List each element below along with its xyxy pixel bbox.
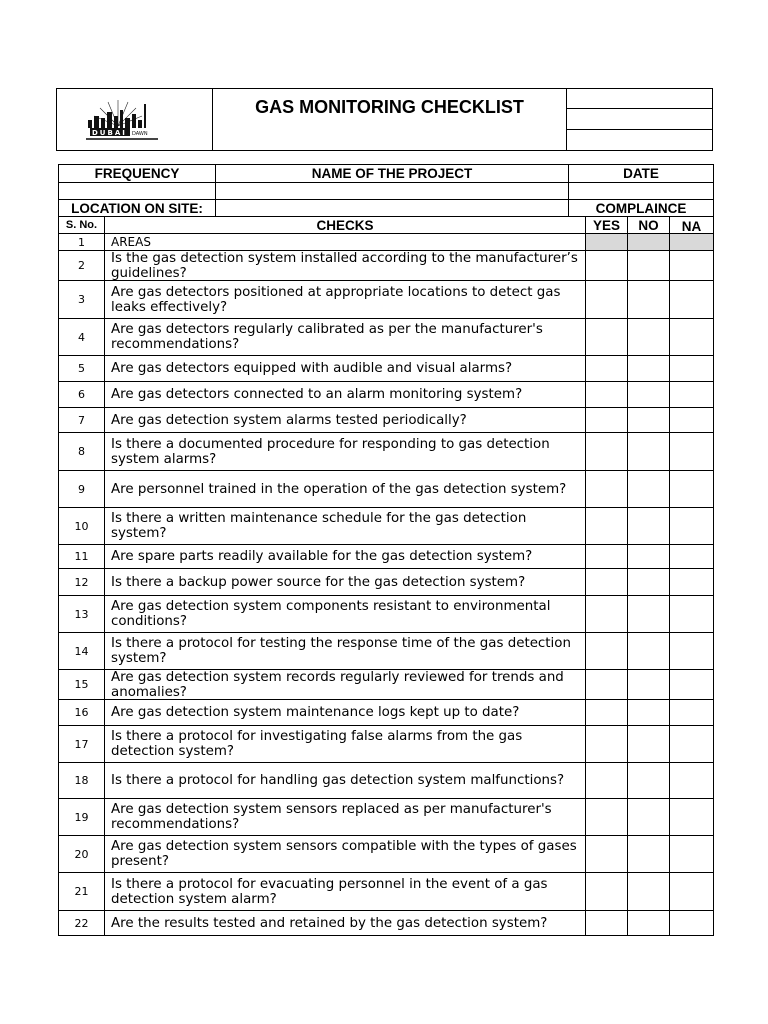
yes-cell[interactable] [586,873,627,910]
no-cell[interactable] [628,433,669,470]
na-cell[interactable] [670,700,713,725]
serial-number: 19 [74,810,89,824]
check-text: AREAS [111,234,151,249]
serial-number: 14 [74,644,89,658]
check-text: Are the results tested and retained by the gas detection system? [111,915,548,931]
no-header: NO [638,217,659,233]
serial-number: 16 [74,706,89,719]
check-text: Is there a protocol for testing the response time of the gas detection system? [111,636,571,666]
no-cell[interactable] [628,670,669,699]
check-text: Are personnel trained in the operation of the gas detection system? [111,481,567,497]
date-label: DATE [623,166,659,181]
check-text: Is the gas detection system installed according to the manufacturer’s guidelines? [111,250,578,281]
na-cell[interactable] [670,911,713,935]
no-cell[interactable] [628,873,669,910]
na-cell[interactable] [670,356,713,381]
yes-cell[interactable] [586,319,627,355]
skyline-icon [78,96,168,144]
serial-number: 7 [78,413,85,427]
no-cell[interactable] [628,726,669,762]
company-logo [78,96,168,144]
check-text: Is there a documented procedure for responding to gas detection system alarms? [111,436,550,467]
check-text: Is there a written maintenance schedule for the gas detection system? [111,511,527,541]
check-text: Is there a protocol for evacuating personnel in the event of a gas detection system alarm? [111,876,548,907]
no-cell[interactable] [628,836,669,872]
na-cell[interactable] [670,873,713,910]
yes-cell[interactable] [586,471,627,507]
serial-number: 6 [78,388,85,401]
serial-number: 8 [78,445,85,458]
na-header: NA [681,218,702,234]
location-label: LOCATION ON SITE: [71,200,203,216]
no-cell[interactable] [628,281,669,318]
serial-number: 17 [74,737,89,751]
check-text: Are gas detection system sensors replaced as per manufacturer's recommendations? [111,802,552,832]
na-cell[interactable] [670,545,713,568]
no-cell[interactable] [628,382,669,407]
yes-cell[interactable] [586,763,627,798]
check-text: Are gas detection system records regularly reviewed for trends and anomalies? [111,669,564,700]
na-cell[interactable] [670,670,713,699]
no-cell[interactable] [628,545,669,568]
serial-number: 1 [78,235,85,249]
serial-number: 3 [78,293,85,306]
yes-cell[interactable] [586,356,627,381]
na-cell[interactable] [670,408,713,432]
na-cell[interactable] [670,382,713,407]
serial-number: 20 [74,847,89,861]
check-text: Are gas detectors equipped with audible and visual alarms? [111,361,513,376]
na-cell[interactable] [670,633,713,669]
check-text: Are gas detectors connected to an alarm monitoring system? [111,387,523,402]
serial-number: 5 [78,362,85,375]
svg-text:DAWN: DAWN [132,131,148,137]
serial-number: 15 [74,678,89,691]
na-cell[interactable] [670,569,713,595]
compliance-label: COMPLAINCE [595,200,687,216]
serial-number: 9 [78,482,85,496]
na-cell[interactable] [670,471,713,507]
check-text: Are gas detectors regularly calibrated as per the manufacturer's recommendations? [111,322,543,352]
yes-cell[interactable] [586,670,627,699]
na-cell[interactable] [670,836,713,872]
svg-text:DUBAI: DUBAI [92,129,127,137]
serial-number: 2 [78,259,85,272]
check-text: Is there a protocol for handling gas detection system malfunctions? [111,773,565,788]
no-cell[interactable] [628,799,669,835]
no-cell[interactable] [628,356,669,381]
check-text: Are spare parts readily available for the gas detection system? [111,549,533,564]
yes-cell[interactable] [586,633,627,669]
check-text: Are gas detection system components resistant to environmental conditions? [111,599,551,629]
yes-cell[interactable] [586,726,627,762]
checks-header: CHECKS [316,217,374,233]
serial-number: 4 [78,330,85,344]
no-cell[interactable] [628,763,669,798]
yes-cell[interactable] [586,433,627,470]
na-cell[interactable] [670,234,713,250]
yes-cell[interactable] [586,508,627,544]
yes-cell[interactable] [586,911,627,935]
yes-cell[interactable] [586,234,627,250]
no-cell[interactable] [628,700,669,725]
yes-cell[interactable] [586,836,627,872]
yes-cell[interactable] [586,700,627,725]
check-text: Is there a backup power source for the gas detection system? [111,574,526,590]
na-cell[interactable] [670,508,713,544]
no-cell[interactable] [628,633,669,669]
check-text: Are gas detection system maintenance logs kept up to date? [111,705,520,720]
yes-cell[interactable] [586,382,627,407]
serial-number: 10 [74,519,89,533]
serial-number: 21 [74,885,89,898]
serial-number: 11 [74,550,89,563]
project-name-label: NAME OF THE PROJECT [311,166,473,181]
na-cell[interactable] [670,319,713,355]
yes-cell[interactable] [586,545,627,568]
yes-header: YES [592,217,620,233]
yes-cell[interactable] [586,281,627,318]
yes-cell[interactable] [586,799,627,835]
check-text: Are gas detectors positioned at appropriate locations to detect gas leaks effectively? [111,284,561,315]
serial-number: 18 [74,774,89,787]
check-text: Are gas detection system sensors compatible with the types of gases present? [111,839,577,869]
frequency-label: FREQUENCY [94,166,180,181]
na-cell[interactable] [670,763,713,798]
no-cell[interactable] [628,508,669,544]
no-cell[interactable] [628,596,669,632]
yes-cell[interactable] [586,408,627,432]
check-text: Are gas detection system alarms tested periodically? [111,412,467,428]
serial-number: 13 [74,607,89,621]
serial-number: 12 [74,575,89,589]
no-cell[interactable] [628,251,669,280]
na-cell[interactable] [670,281,713,318]
page-title: GAS MONITORING CHECKLIST [255,96,524,117]
no-cell[interactable] [628,319,669,355]
serial-number: 22 [74,916,89,930]
no-cell[interactable] [628,911,669,935]
na-cell[interactable] [670,726,713,762]
no-cell[interactable] [628,471,669,507]
na-cell[interactable] [670,433,713,470]
no-cell[interactable] [628,408,669,432]
yes-cell[interactable] [586,251,627,280]
yes-cell[interactable] [586,596,627,632]
na-cell[interactable] [670,596,713,632]
no-cell[interactable] [628,234,669,250]
na-cell[interactable] [670,799,713,835]
sno-header: S. No. [65,219,98,231]
yes-cell[interactable] [586,569,627,595]
no-cell[interactable] [628,569,669,595]
na-cell[interactable] [670,251,713,280]
check-text: Is there a protocol for investigating false alarms from the gas detection system? [111,729,523,759]
